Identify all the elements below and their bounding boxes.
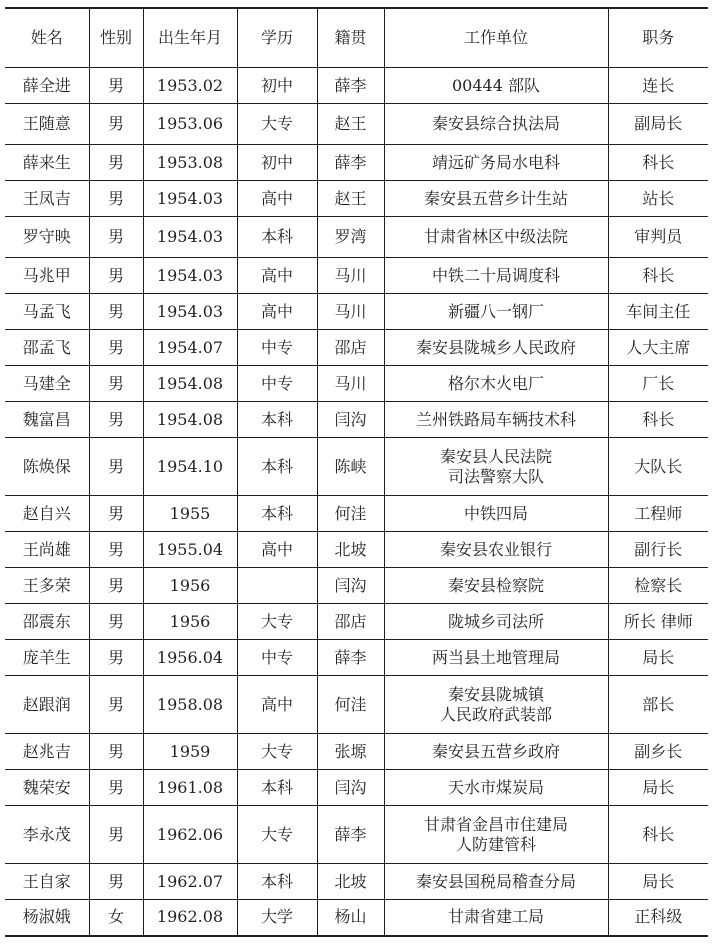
work-unit-line: 新疆八一钢厂 (447, 301, 544, 321)
work-unit-line: 秦安县国税局稽查分局 (415, 871, 576, 891)
cell-name: 马孟飞 (5, 294, 89, 330)
cell-name: 王自家 (5, 864, 89, 900)
cell-native-place: 杨山 (317, 900, 384, 936)
cell-birth: 1955.04 (143, 532, 237, 568)
cell-birth: 1954.08 (143, 366, 237, 402)
header-education: 学历 (237, 8, 317, 68)
table-body (5, 68, 708, 936)
cell-native-place: 闫沟 (317, 402, 384, 438)
cell-position: 副局长 (608, 104, 708, 145)
cell-gender: 男 (89, 217, 143, 258)
table-row (5, 145, 708, 181)
cell-education: 本科 (237, 496, 317, 532)
cell-position: 审判员 (608, 217, 708, 258)
table-row (5, 496, 708, 532)
cell-birth: 1954.03 (143, 294, 237, 330)
cell-education: 本科 (237, 402, 317, 438)
cell-work-unit (384, 104, 608, 145)
cell-birth: 1953.02 (143, 68, 237, 104)
cell-native-place: 赵王 (317, 181, 384, 217)
cell-gender: 男 (89, 181, 143, 217)
cell-name: 罗守映 (5, 217, 89, 258)
cell-work-unit (384, 496, 608, 532)
header-work-unit: 工作单位 (384, 8, 608, 68)
table-row (5, 640, 708, 676)
cell-work-unit (384, 806, 608, 864)
cell-birth: 1962.07 (143, 864, 237, 900)
cell-name: 赵自兴 (5, 496, 89, 532)
cell-education: 大专 (237, 104, 317, 145)
cell-birth: 1959 (143, 734, 237, 770)
cell-birth: 1954.03 (143, 181, 237, 217)
cell-gender: 男 (89, 864, 143, 900)
cell-name: 李永茂 (5, 806, 89, 864)
cell-work-unit (384, 568, 608, 604)
work-unit-line: 秦安县综合执法局 (431, 114, 560, 133)
cell-birth: 1956.04 (143, 640, 237, 676)
cell-work-unit (384, 676, 608, 734)
cell-position: 副行长 (608, 532, 708, 568)
cell-position: 部长 (608, 676, 708, 734)
cell-education: 中专 (237, 366, 317, 402)
cell-native-place: 北坡 (317, 864, 384, 900)
cell-native-place: 邵店 (317, 604, 384, 640)
cell-native-place: 薛李 (317, 68, 384, 104)
cell-name: 魏富昌 (5, 402, 89, 438)
cell-name: 陈焕保 (5, 438, 89, 496)
work-unit-line: 甘肃省金昌市住建局 (423, 814, 568, 834)
cell-birth: 1954.07 (143, 330, 237, 366)
work-unit-line: 两当县土地管理局 (431, 647, 560, 667)
cell-work-unit (384, 258, 608, 294)
table-row (5, 330, 708, 366)
header-position: 职务 (608, 8, 708, 68)
cell-gender: 男 (89, 568, 143, 604)
cell-position: 局长 (608, 864, 708, 900)
cell-education: 大专 (237, 806, 317, 864)
cell-education: 高中 (237, 258, 317, 294)
table-row (5, 604, 708, 640)
cell-position: 科长 (608, 806, 708, 864)
cell-education: 本科 (237, 864, 317, 900)
header-name: 姓名 (5, 8, 89, 68)
cell-gender: 男 (89, 806, 143, 864)
table-row (5, 181, 708, 217)
cell-name: 薛全进 (5, 68, 89, 104)
table-header (5, 8, 708, 68)
cell-position: 检察长 (608, 568, 708, 604)
cell-position: 局长 (608, 770, 708, 806)
cell-birth: 1953.08 (143, 145, 237, 181)
cell-birth: 1956 (143, 604, 237, 640)
cell-name: 邵孟飞 (5, 330, 89, 366)
cell-work-unit (384, 68, 608, 104)
table-row (5, 68, 708, 104)
cell-position: 车间主任 (608, 294, 708, 330)
cell-birth: 1954.10 (143, 438, 237, 496)
header-row (5, 8, 708, 68)
table-row (5, 900, 708, 936)
cell-birth: 1954.03 (143, 217, 237, 258)
cell-gender: 男 (89, 496, 143, 532)
cell-birth: 1958.08 (143, 676, 237, 734)
work-unit-line: 人民政府武装部 (439, 704, 552, 724)
cell-name: 赵兆吉 (5, 734, 89, 770)
cell-position: 副乡长 (608, 734, 708, 770)
cell-name: 赵跟润 (5, 676, 89, 734)
cell-education (237, 568, 317, 604)
header-gender: 性别 (89, 8, 143, 68)
cell-work-unit (384, 181, 608, 217)
cell-gender: 男 (89, 366, 143, 402)
cell-name: 王凤吉 (5, 181, 89, 217)
cell-education: 中专 (237, 640, 317, 676)
work-unit-line: 甘肃省建工局 (447, 907, 544, 927)
cell-education: 大学 (237, 900, 317, 936)
cell-education: 大专 (237, 734, 317, 770)
personnel-table-container (5, 7, 708, 937)
work-unit-line: 00444 部队 (452, 75, 540, 95)
cell-native-place: 北坡 (317, 532, 384, 568)
work-unit-line: 人防建管科 (455, 834, 536, 854)
work-unit-line: 陇城乡司法所 (447, 611, 544, 631)
work-unit-line: 秦安县陇城镇 (447, 684, 544, 704)
cell-birth: 1954.03 (143, 258, 237, 294)
cell-position: 厂长 (608, 366, 708, 402)
table-row (5, 806, 708, 864)
cell-native-place: 张塬 (317, 734, 384, 770)
cell-education: 初中 (237, 68, 317, 104)
cell-native-place: 薛李 (317, 145, 384, 181)
cell-position: 局长 (608, 640, 708, 676)
cell-gender: 女 (89, 900, 143, 936)
cell-name: 杨淑娥 (5, 900, 89, 936)
cell-work-unit (384, 402, 608, 438)
cell-name: 邵震东 (5, 604, 89, 640)
cell-native-place: 马川 (317, 294, 384, 330)
work-unit-line: 秦安县陇城乡人民政府 (415, 337, 576, 357)
cell-native-place: 罗湾 (317, 217, 384, 258)
cell-education: 本科 (237, 770, 317, 806)
cell-native-place: 闫沟 (317, 770, 384, 806)
cell-gender: 男 (89, 640, 143, 676)
table-row (5, 864, 708, 900)
cell-name: 庞羊生 (5, 640, 89, 676)
cell-native-place: 马川 (317, 366, 384, 402)
cell-birth: 1956 (143, 568, 237, 604)
header-native-place: 籍贯 (317, 8, 384, 68)
cell-position: 科长 (608, 258, 708, 294)
table-row (5, 258, 708, 294)
cell-native-place: 邵店 (317, 330, 384, 366)
cell-name: 薛来生 (5, 145, 89, 181)
work-unit-line: 中铁二十局调度科 (431, 265, 560, 285)
cell-work-unit (384, 770, 608, 806)
work-unit-line: 秦安县人民法院 (439, 446, 552, 466)
work-unit-line: 格尔木火电厂 (447, 373, 544, 393)
work-unit-line: 天水市煤炭局 (447, 777, 544, 797)
work-unit-line: 秦安县检察院 (447, 575, 544, 595)
personnel-table (5, 7, 708, 937)
work-unit-line: 秦安县五营乡计生站 (423, 188, 568, 208)
table-row (5, 770, 708, 806)
work-unit-line: 秦安县农业银行 (439, 539, 552, 559)
cell-position: 大队长 (608, 438, 708, 496)
cell-education: 本科 (237, 217, 317, 258)
table-row (5, 104, 708, 145)
cell-education: 初中 (237, 145, 317, 181)
cell-birth: 1962.08 (143, 900, 237, 936)
cell-position: 科长 (608, 402, 708, 438)
cell-gender: 男 (89, 330, 143, 366)
cell-gender: 男 (89, 676, 143, 734)
cell-gender: 男 (89, 438, 143, 496)
cell-native-place: 何洼 (317, 676, 384, 734)
cell-work-unit (384, 900, 608, 936)
cell-education: 高中 (237, 181, 317, 217)
cell-education: 中专 (237, 330, 317, 366)
cell-gender: 男 (89, 532, 143, 568)
cell-native-place: 何洼 (317, 496, 384, 532)
table-row (5, 366, 708, 402)
cell-position: 所长 律师 (608, 604, 708, 640)
cell-work-unit (384, 864, 608, 900)
table-row (5, 568, 708, 604)
cell-work-unit (384, 294, 608, 330)
cell-name: 王尚雄 (5, 532, 89, 568)
work-unit-line: 司法警察大队 (447, 466, 544, 486)
table-row (5, 734, 708, 770)
work-unit-line: 兰州铁路局车辆技术科 (415, 409, 576, 429)
cell-gender: 男 (89, 402, 143, 438)
cell-birth: 1961.08 (143, 770, 237, 806)
cell-work-unit (384, 217, 608, 258)
cell-work-unit (384, 366, 608, 402)
cell-work-unit (384, 438, 608, 496)
header-birth: 出生年月 (143, 8, 237, 68)
cell-name: 王多荣 (5, 568, 89, 604)
cell-gender: 男 (89, 294, 143, 330)
cell-education: 高中 (237, 532, 317, 568)
cell-native-place: 陈峡 (317, 438, 384, 496)
cell-name: 马兆甲 (5, 258, 89, 294)
cell-education: 大专 (237, 604, 317, 640)
cell-position: 科长 (608, 145, 708, 181)
table-row (5, 676, 708, 734)
cell-gender: 男 (89, 104, 143, 145)
cell-native-place: 闫沟 (317, 568, 384, 604)
cell-birth: 1962.06 (143, 806, 237, 864)
cell-position: 工程师 (608, 496, 708, 532)
cell-birth: 1954.08 (143, 402, 237, 438)
cell-work-unit (384, 145, 608, 181)
cell-work-unit (384, 532, 608, 568)
cell-position: 连长 (608, 68, 708, 104)
cell-native-place: 马川 (317, 258, 384, 294)
cell-education: 高中 (237, 676, 317, 734)
cell-gender: 男 (89, 68, 143, 104)
cell-name: 王随意 (5, 104, 89, 145)
cell-birth: 1955 (143, 496, 237, 532)
cell-position: 站长 (608, 181, 708, 217)
cell-gender: 男 (89, 734, 143, 770)
cell-work-unit (384, 640, 608, 676)
cell-education: 本科 (237, 438, 317, 496)
work-unit-line: 甘肃省林区中级法院 (423, 227, 568, 246)
cell-education: 高中 (237, 294, 317, 330)
work-unit-line: 秦安县五营乡政府 (431, 741, 560, 761)
cell-gender: 男 (89, 145, 143, 181)
cell-native-place: 薛李 (317, 640, 384, 676)
table-row (5, 217, 708, 258)
cell-name: 魏荣安 (5, 770, 89, 806)
cell-position: 正科级 (608, 900, 708, 936)
cell-work-unit (384, 330, 608, 366)
cell-gender: 男 (89, 258, 143, 294)
cell-name: 马建全 (5, 366, 89, 402)
table-row (5, 402, 708, 438)
cell-birth: 1953.06 (143, 104, 237, 145)
cell-work-unit (384, 734, 608, 770)
table-row (5, 294, 708, 330)
cell-native-place: 赵王 (317, 104, 384, 145)
work-unit-line: 中铁四局 (463, 503, 528, 523)
cell-native-place: 薛李 (317, 806, 384, 864)
table-row (5, 438, 708, 496)
work-unit-line: 靖远矿务局水电科 (431, 152, 560, 172)
cell-work-unit (384, 604, 608, 640)
cell-gender: 男 (89, 770, 143, 806)
cell-gender: 男 (89, 604, 143, 640)
cell-position: 人大主席 (608, 330, 708, 366)
table-row (5, 532, 708, 568)
